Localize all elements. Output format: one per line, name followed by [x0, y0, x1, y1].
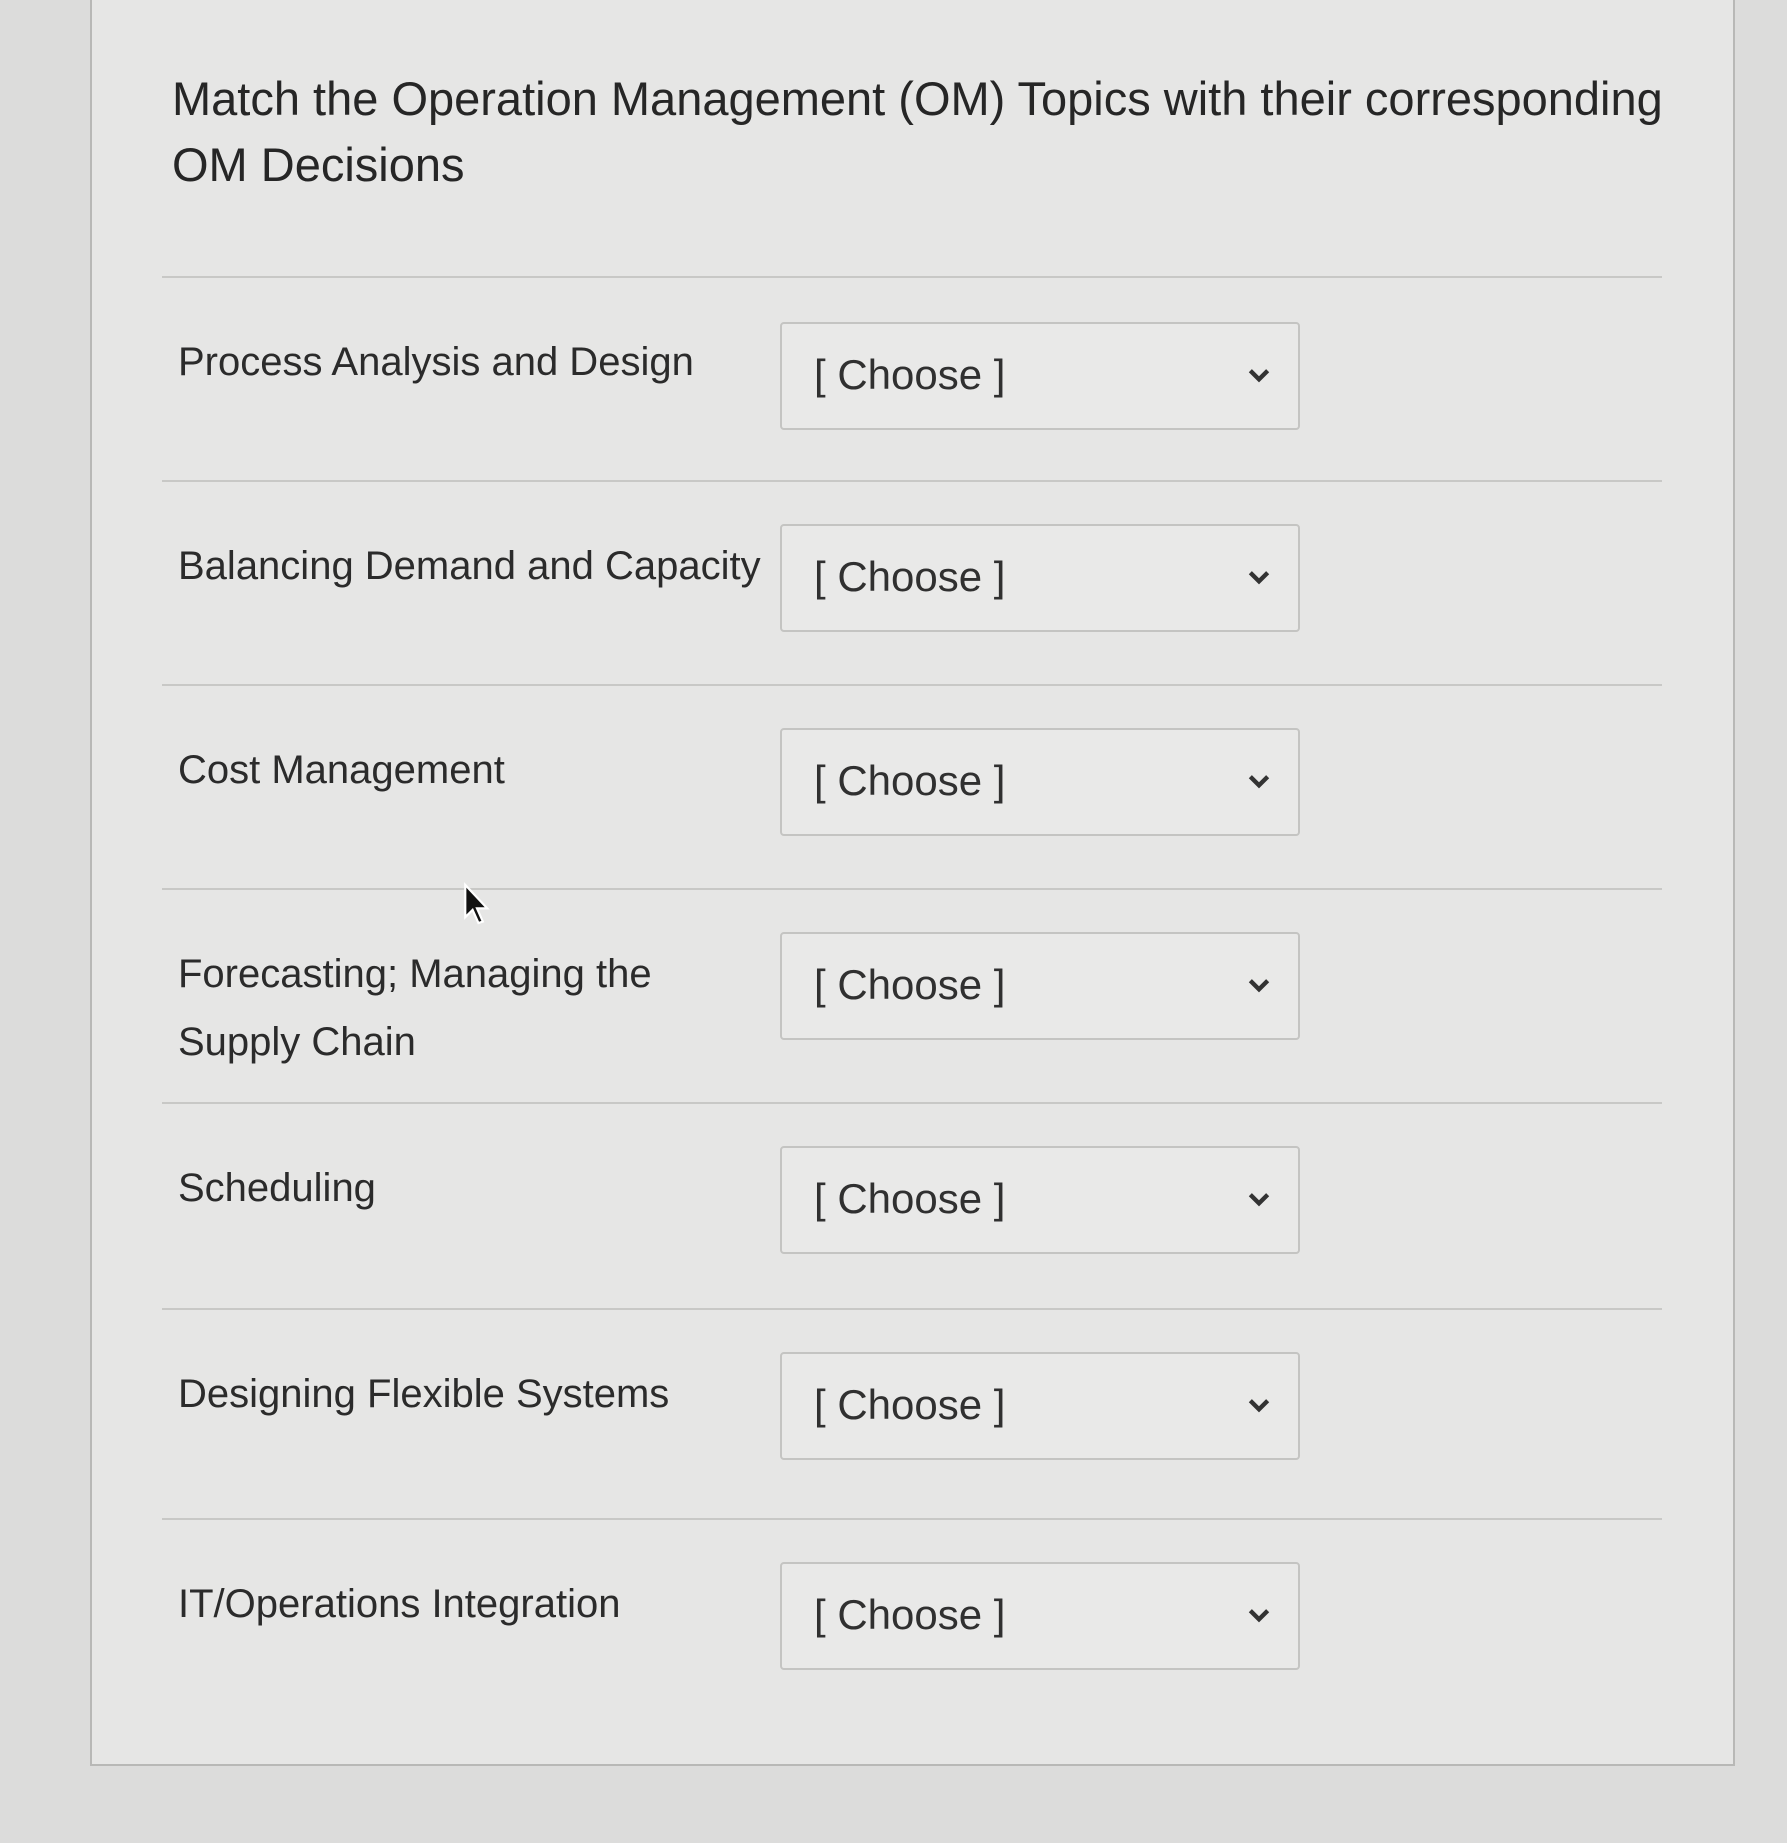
topic-label: IT/Operations Integration [178, 1582, 621, 1626]
chevron-down-icon [1246, 1186, 1272, 1212]
divider [162, 1518, 1662, 1520]
topic-label: Cost Management [178, 748, 505, 792]
select-value: [ Choose ] [814, 757, 1006, 804]
select-value: [ Choose ] [814, 351, 1006, 398]
select-value: [ Choose ] [814, 1175, 1006, 1222]
select-value: [ Choose ] [814, 961, 1006, 1008]
divider [162, 1102, 1662, 1104]
divider [162, 276, 1662, 278]
topic-label: Process Analysis and Design [178, 340, 694, 384]
select-value: [ Choose ] [814, 553, 1006, 600]
topic-label: Balancing Demand and Capacity [178, 544, 761, 588]
question-card [90, 0, 1735, 1766]
decision-select[interactable] [780, 728, 1300, 836]
divider [162, 684, 1662, 686]
decision-select[interactable] [780, 932, 1300, 1040]
chevron-down-icon [1246, 972, 1272, 998]
divider [162, 888, 1662, 890]
decision-select[interactable] [780, 322, 1300, 430]
decision-select[interactable] [780, 524, 1300, 632]
divider [162, 1308, 1662, 1310]
chevron-down-icon [1246, 362, 1272, 388]
divider [162, 480, 1662, 482]
chevron-down-icon [1246, 564, 1272, 590]
select-value: [ Choose ] [814, 1381, 1006, 1428]
decision-select[interactable] [780, 1352, 1300, 1460]
topic-label: Scheduling [178, 1166, 376, 1210]
chevron-down-icon [1246, 1602, 1272, 1628]
chevron-down-icon [1246, 1392, 1272, 1418]
select-value: [ Choose ] [814, 1591, 1006, 1638]
topic-label: Designing Flexible Systems [178, 1372, 670, 1416]
decision-select[interactable] [780, 1146, 1300, 1254]
mouse-cursor-icon [462, 882, 492, 926]
question-prompt: Match the Operation Management (OM) Topics with their corresponding OM Decisions [172, 72, 1663, 191]
decision-select[interactable] [780, 1562, 1300, 1670]
chevron-down-icon [1246, 768, 1272, 794]
topic-label: Forecasting; Managing the Supply Chain [178, 952, 652, 1064]
